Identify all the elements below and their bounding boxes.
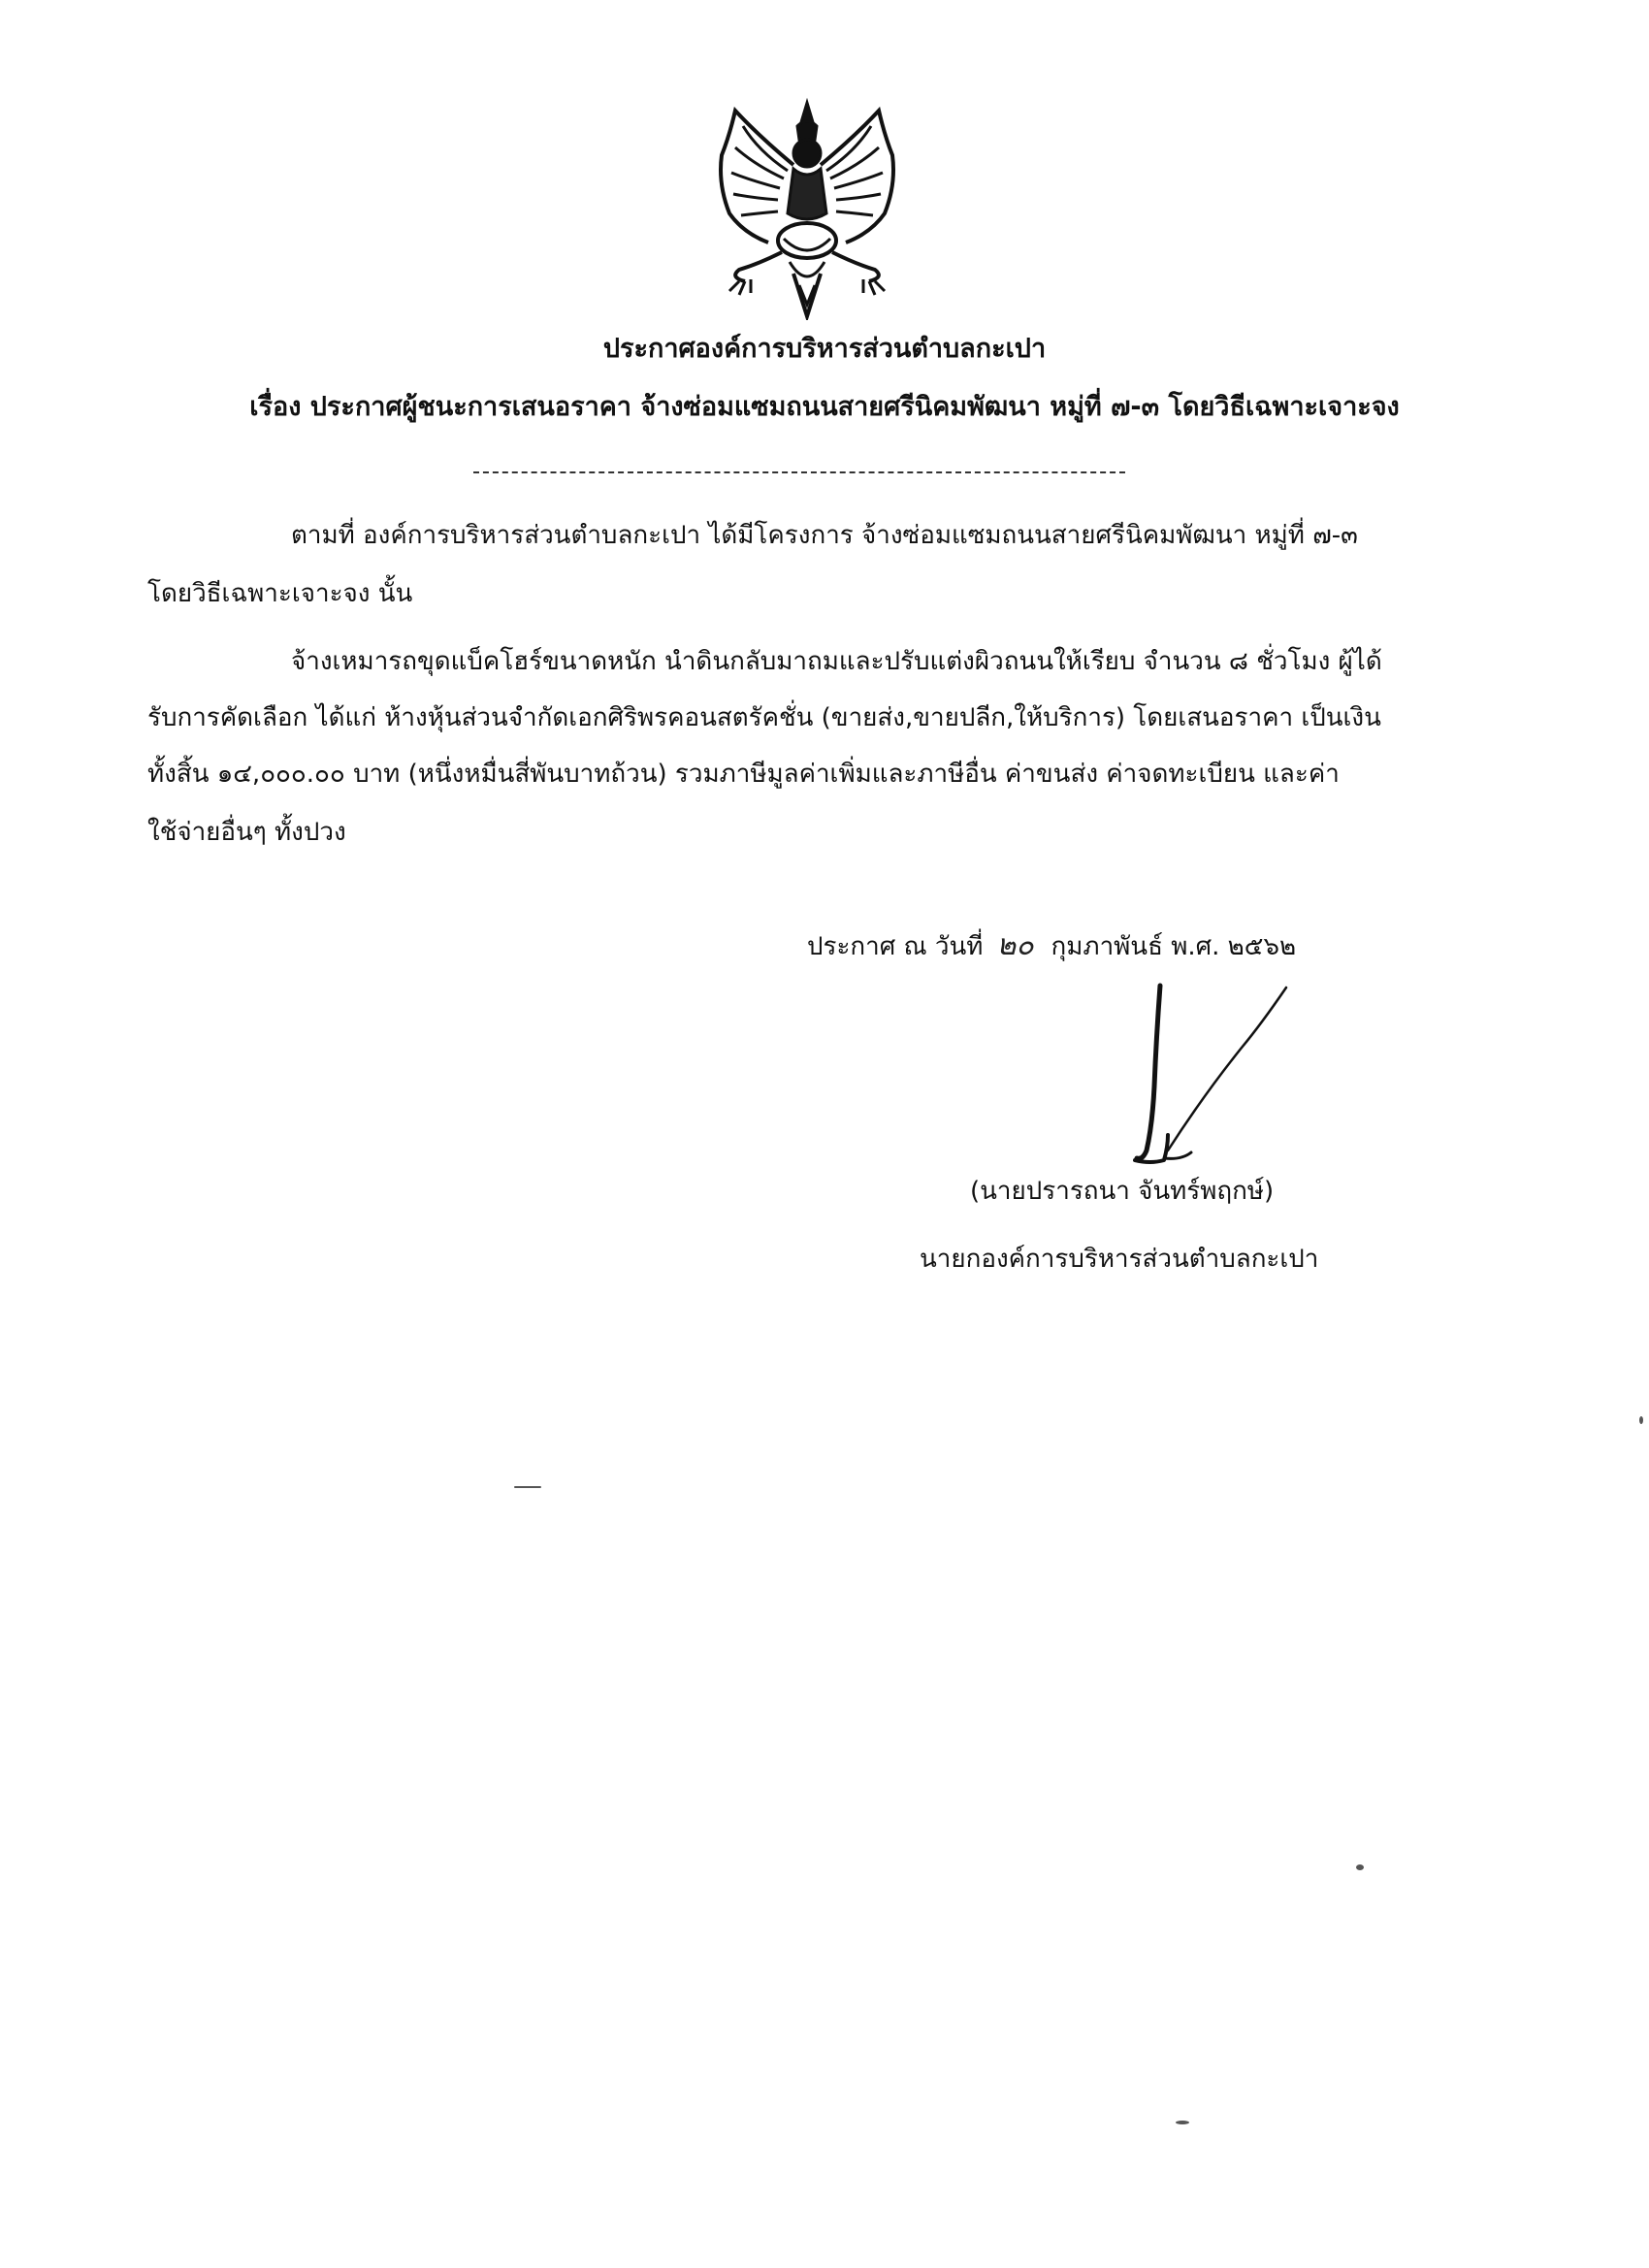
paragraph-2-line-4: ใช้จ่ายอื่นๆ ทั้งปวง — [147, 818, 346, 847]
signatory-name: (นายปรารถนา จันทร์พฤกษ์) — [970, 1177, 1275, 1206]
paragraph-1-line-1: ตามที่ องค์การบริหารส่วนตำบลกะเปา ได้มีโครงการ จ้างซ่อมแซมถนนสายศรีนิคมพัฒนา หมู่ที่ ๗-๓ — [291, 521, 1358, 550]
scan-speck — [1639, 1416, 1643, 1424]
paragraph-2-line-2: รับการคัดเลือก ได้แก่ ห้างหุ้นส่วนจำกัดเอกศิริพรคอนสตรัคชั่น (ขายส่ง,ขายปลีก,ให้บริการ) โดยเสนอราคา เป็นเงิน — [147, 703, 1381, 732]
signatory-position: นายกองค์การบริหารส่วนตำบลกะเปา — [920, 1245, 1319, 1274]
scan-speck — [1356, 1864, 1364, 1870]
date-day-handwritten: ๒๐ — [996, 928, 1034, 962]
announcement-date — [807, 926, 1296, 966]
announcement-title: ประกาศองค์การบริหารส่วนตำบลกะเปา — [602, 334, 1047, 364]
paragraph-2-line-3: ทั้งสิ้น ๑๔,๐๐๐.๐๐ บาท (หนึ่งหมื่นสี่พันบาทถ้วน) รวมภาษีมูลค่าเพิ่มและภาษีอื่น ค่าขนส่ง ค่าจดทะเบียน และค่า — [147, 760, 1340, 789]
dashed-divider — [473, 471, 1125, 473]
date-prefix: ประกาศ ณ วันที่ — [807, 932, 984, 961]
paragraph-1-line-2: โดยวิธีเฉพาะเจาะจง นั้น — [147, 579, 413, 608]
handwritten-signature — [1067, 980, 1319, 1183]
scan-speck — [514, 1486, 541, 1488]
garuda-emblem-icon — [700, 97, 914, 320]
date-month-year: กุมภาพันธ์ พ.ศ. ๒๕๖๒ — [1051, 932, 1297, 961]
paragraph-2-line-1: จ้างเหมารถขุดแบ็คโฮร์ขนาดหนัก นำดินกลับมาถมและปรับแต่งผิวถนนให้เรียบ จำนวน ๘ ชั่วโมง ผู้ได้ — [291, 647, 1382, 676]
announcement-subject: เรื่อง ประกาศผู้ชนะการเสนอราคา จ้างซ่อมแซมถนนสายศรีนิคมพัฒนา หมู่ที่ ๗-๓ โดยวิธีเฉพาะเจาะจง — [249, 392, 1400, 422]
scan-speck — [1176, 2121, 1189, 2124]
